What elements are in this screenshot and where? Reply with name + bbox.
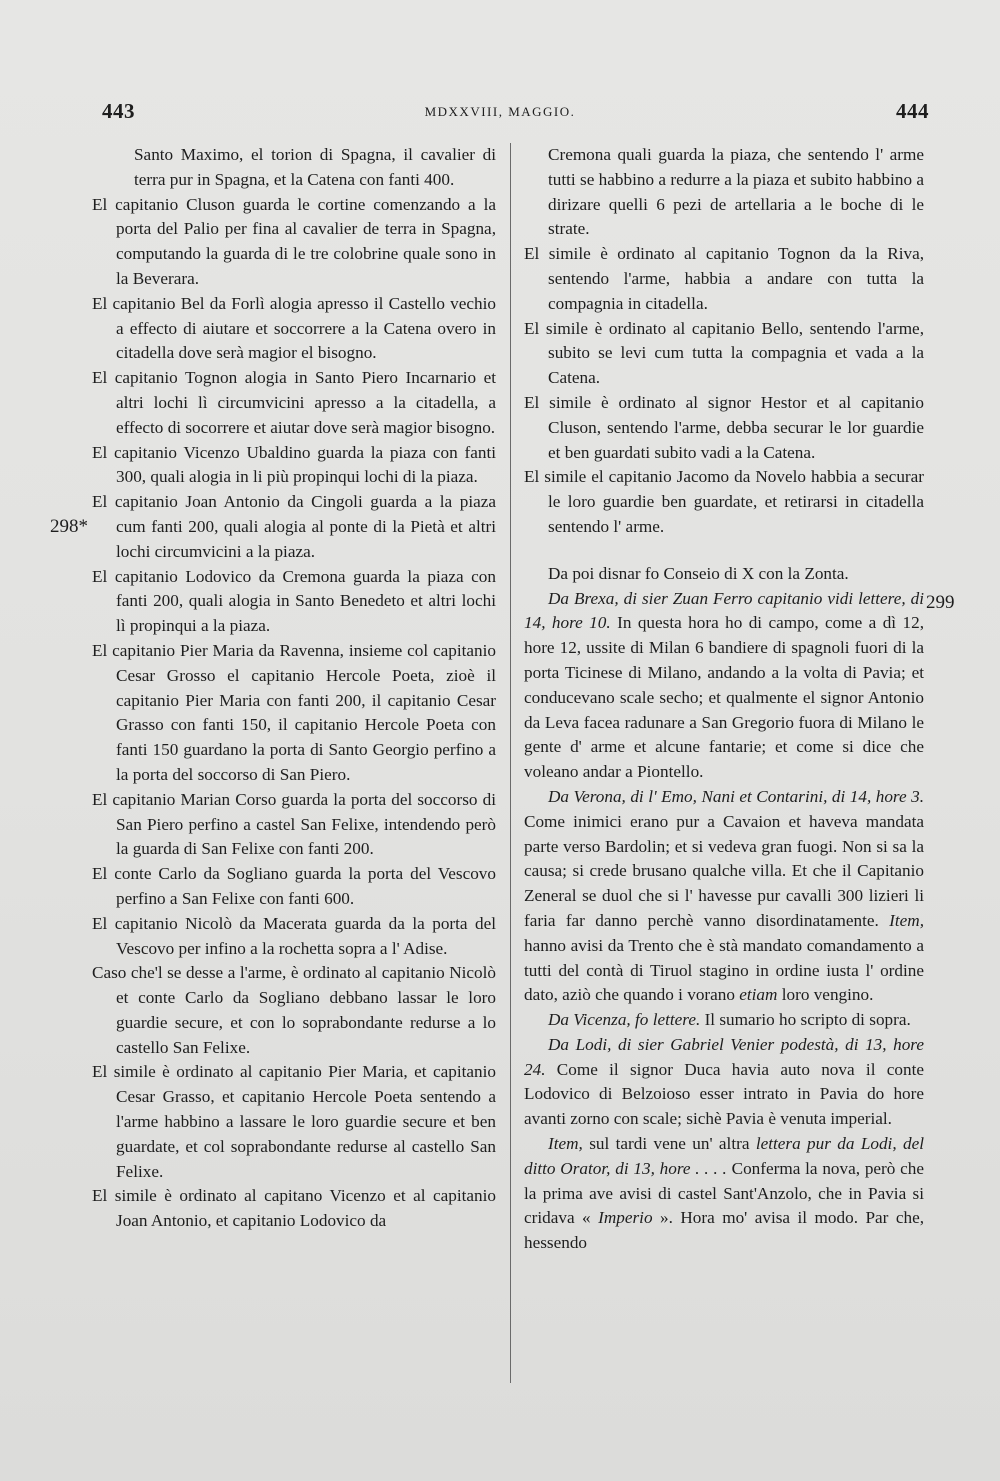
paragraph: El capitanio Nicolò da Macerata guarda da la porta del Vescovo per infino a la rochetta sopra a l' Adise. [92, 913, 496, 958]
letter-heading: Da Brexa, di sier Zuan Ferro capitanio vidi lettere, di 14, hore 10. [524, 588, 924, 633]
letter-lodi [524, 1033, 924, 1132]
paragraph: El capitanio Bel da Forlì alogia apresso il Castello vechio a effecto di aiutare et soccorrere a la Catena overo in citadella dove serà magior el bisogno. [92, 293, 496, 363]
margin-column-number-right: 299 [926, 592, 955, 613]
right-column [524, 143, 924, 1256]
paragraph: El capitanio Tognon alogia in Santo Piero Incarnario et altri lochi lì circumvicini apresso a la citadella, a effecto di socorrere et aiutar dove serà magior bisogno. [92, 368, 496, 437]
paragraph-gap [524, 540, 924, 562]
letter-text: sul tardi vene un' altra [582, 1134, 756, 1154]
page-number-right: 444 [896, 99, 929, 123]
letter-text: Il sumario ho scripto di sopra. [700, 1010, 911, 1030]
letter-text: Conferma la nova, però che la prima ave avisi di castel Sant'Anzolo, che in Pavia si cridava « [524, 1158, 924, 1228]
latin-word: Item, [548, 1134, 583, 1154]
letter-text: hanno avisi da Trento che è stà mandato comandamento a tutti del contà di Tiruol stagino in ordine iusta l' ordine dato, aziò che quando i vorano [524, 935, 924, 1005]
paragraph: El capitanio Pier Maria da Ravenna, insieme col capitanio Cesar Grosso el capitanio Hercole Poeta, zioè il capitanio Pier Maria con fanti 200, il capitanio Cesar Grasso con fanti 150, il capitanio Hercole Poeta con fanti 150 guardano la porta di Santo Georgio perfino a la porta del soccorso di San Piero. [92, 640, 496, 784]
letter-text: loro vengino. [777, 985, 874, 1005]
running-head: MDXXVIII, MAGGIO. [424, 104, 576, 119]
letter-heading: Da Vicenza, fo lettere. [548, 1010, 701, 1030]
paragraph: Caso che'l se desse a l'arme, è ordinato al capitanio Nicolò et conte Carlo da Sogliano debbano lassar le loro guardie secure, et con lo soprabondante redurse a lo castello San Felixe. [92, 963, 496, 1057]
quoted-word: Imperio [598, 1208, 653, 1228]
latin-word: Item, [889, 910, 924, 930]
column-divider [510, 143, 511, 1383]
latin-word: etiam [739, 985, 778, 1005]
paragraph: El simile è ordinato al capitanio Pier Maria, et capitanio Cesar Grasso, et capitanio Hercole Poeta sentendo a l'arme habbino a lassare le loro guardie secure et ben guardate, et col soprabondante redurse al castello San Felixe. [92, 1062, 496, 1181]
paragraph: El simile è ordinato al signor Hestor et al capitanio Cluson, sentendo l'arme, debba securar le lor guardie et ben guardati subito vadi a la Catena. [524, 392, 924, 462]
letter-heading: Da Verona, di l' Emo, Nani et Contarini, di 14, hore 3. [548, 786, 924, 806]
letter-vicenza [524, 1008, 924, 1033]
paragraph: El capitanio Cluson guarda le cortine comenzando a la porta del Palio per fina al cavalier de terra in Spagna, computando la guarda di le tre colobrine quale sono in la Beverara. [92, 194, 496, 288]
paragraph: El simile è ordinato al capitano Vicenzo et al capitanio Joan Antonio, et capitanio Lodovico da [92, 1186, 496, 1231]
paragraph: El capitanio Vicenzo Ubaldino guarda la piaza con fanti 300, quali alogia in li più propinqui lochi di la piaza. [92, 442, 496, 487]
letter-text: ». Hora mo' avisa il modo. Par che, hessendo [524, 1208, 925, 1253]
letter-text: Come il signor Duca havia auto nova il conte Lodovico di Belzoioso esser intrato in Pavia do hore avanti zorno con scale; sichè Pavia è venuta imperial. [524, 1059, 924, 1129]
letter-lodi-second [524, 1132, 924, 1256]
letter-text: In questa hora ho di campo, come a dì 12, hore 12, ussite di Milan 6 bandiere di spagnoli fuori di la porta Ticinese di Milano, andando a la volta di Pavia; et conducevano scale secho; et qualmente el signor Antonio da Leva facea radunare a San Gregorio fuora di Milano le gente d' arme et alcune fantarie; et come si dice che voleano andar a Piontello. [524, 613, 924, 782]
paragraph: El capitanio Joan Antonio da Cingoli guarda a la piaza cum fanti 200, quali alogia al ponte di la Pietà et altri lochi circumvicini a la piaza. [92, 492, 496, 561]
letter-heading: lettera pur da Lodi, del ditto Orator, di 13, hore . . . . [524, 1134, 924, 1178]
paragraph: Cremona quali guarda la piaza, che sentendo l' arme tutti se habbino a redurre a la piaza et subito habbino a dirizare quelli 6 pezi de artellaria a le boche di le strate. [548, 145, 924, 239]
letter-verona [524, 785, 924, 1008]
letter-brexa [524, 587, 924, 785]
letter-text: Come inimici erano pur a Cavaion et haveva mandata parte verso Bardolin; et si vedeva gran fuogi. Non si sa la causa; si crede brusano qualche villa. Et che il Capitanio Zeneral se duol che si l' havesse pur cavalli 300 lizieri li faria far danno perchè vanno disordinatamente. [524, 811, 924, 930]
paragraph: Da poi disnar fo Conseio di X con la Zonta. [548, 563, 849, 583]
paragraph: El simile el capitanio Jacomo da Novelo habbia a securar le loro guardie ben guardate, et retirarsi in citadella sentendo l' arme. [524, 467, 924, 536]
paragraph: El capitanio Lodovico da Cremona guarda la piaza con fanti 200, quali alogia in Santo Benedeto et altri lochi lì propinqui a la piaza. [92, 566, 496, 636]
paragraph: Santo Maximo, el torion di Spagna, il cavalier di terra pur in Spagna, et la Catena con fanti 400. [134, 145, 496, 189]
paragraph: El conte Carlo da Sogliano guarda la porta del Vescovo perfino a San Felixe con fanti 600. [92, 864, 496, 908]
margin-column-number-left: 298* [50, 516, 88, 537]
paragraph: El simile è ordinato al capitanio Tognon da la Riva, sentendo l'arme, habbia a andare con tutta la compagnia in citadella. [524, 244, 924, 313]
letter-heading: Da Lodi, di sier Gabriel Venier podestà, di 13, hore 24. [524, 1034, 924, 1079]
page-number-left: 443 [102, 99, 135, 123]
paragraph: El simile è ordinato al capitanio Bello, sentendo l'arme, subito se levi cum tutta la compagnia et vada a la Catena. [524, 318, 924, 388]
paragraph: El capitanio Marian Corso guarda la porta del soccorso di San Piero perfino a castel San Felixe, intendendo però la guarda di San Felixe con fanti 200. [92, 789, 496, 859]
left-column [92, 143, 496, 1234]
